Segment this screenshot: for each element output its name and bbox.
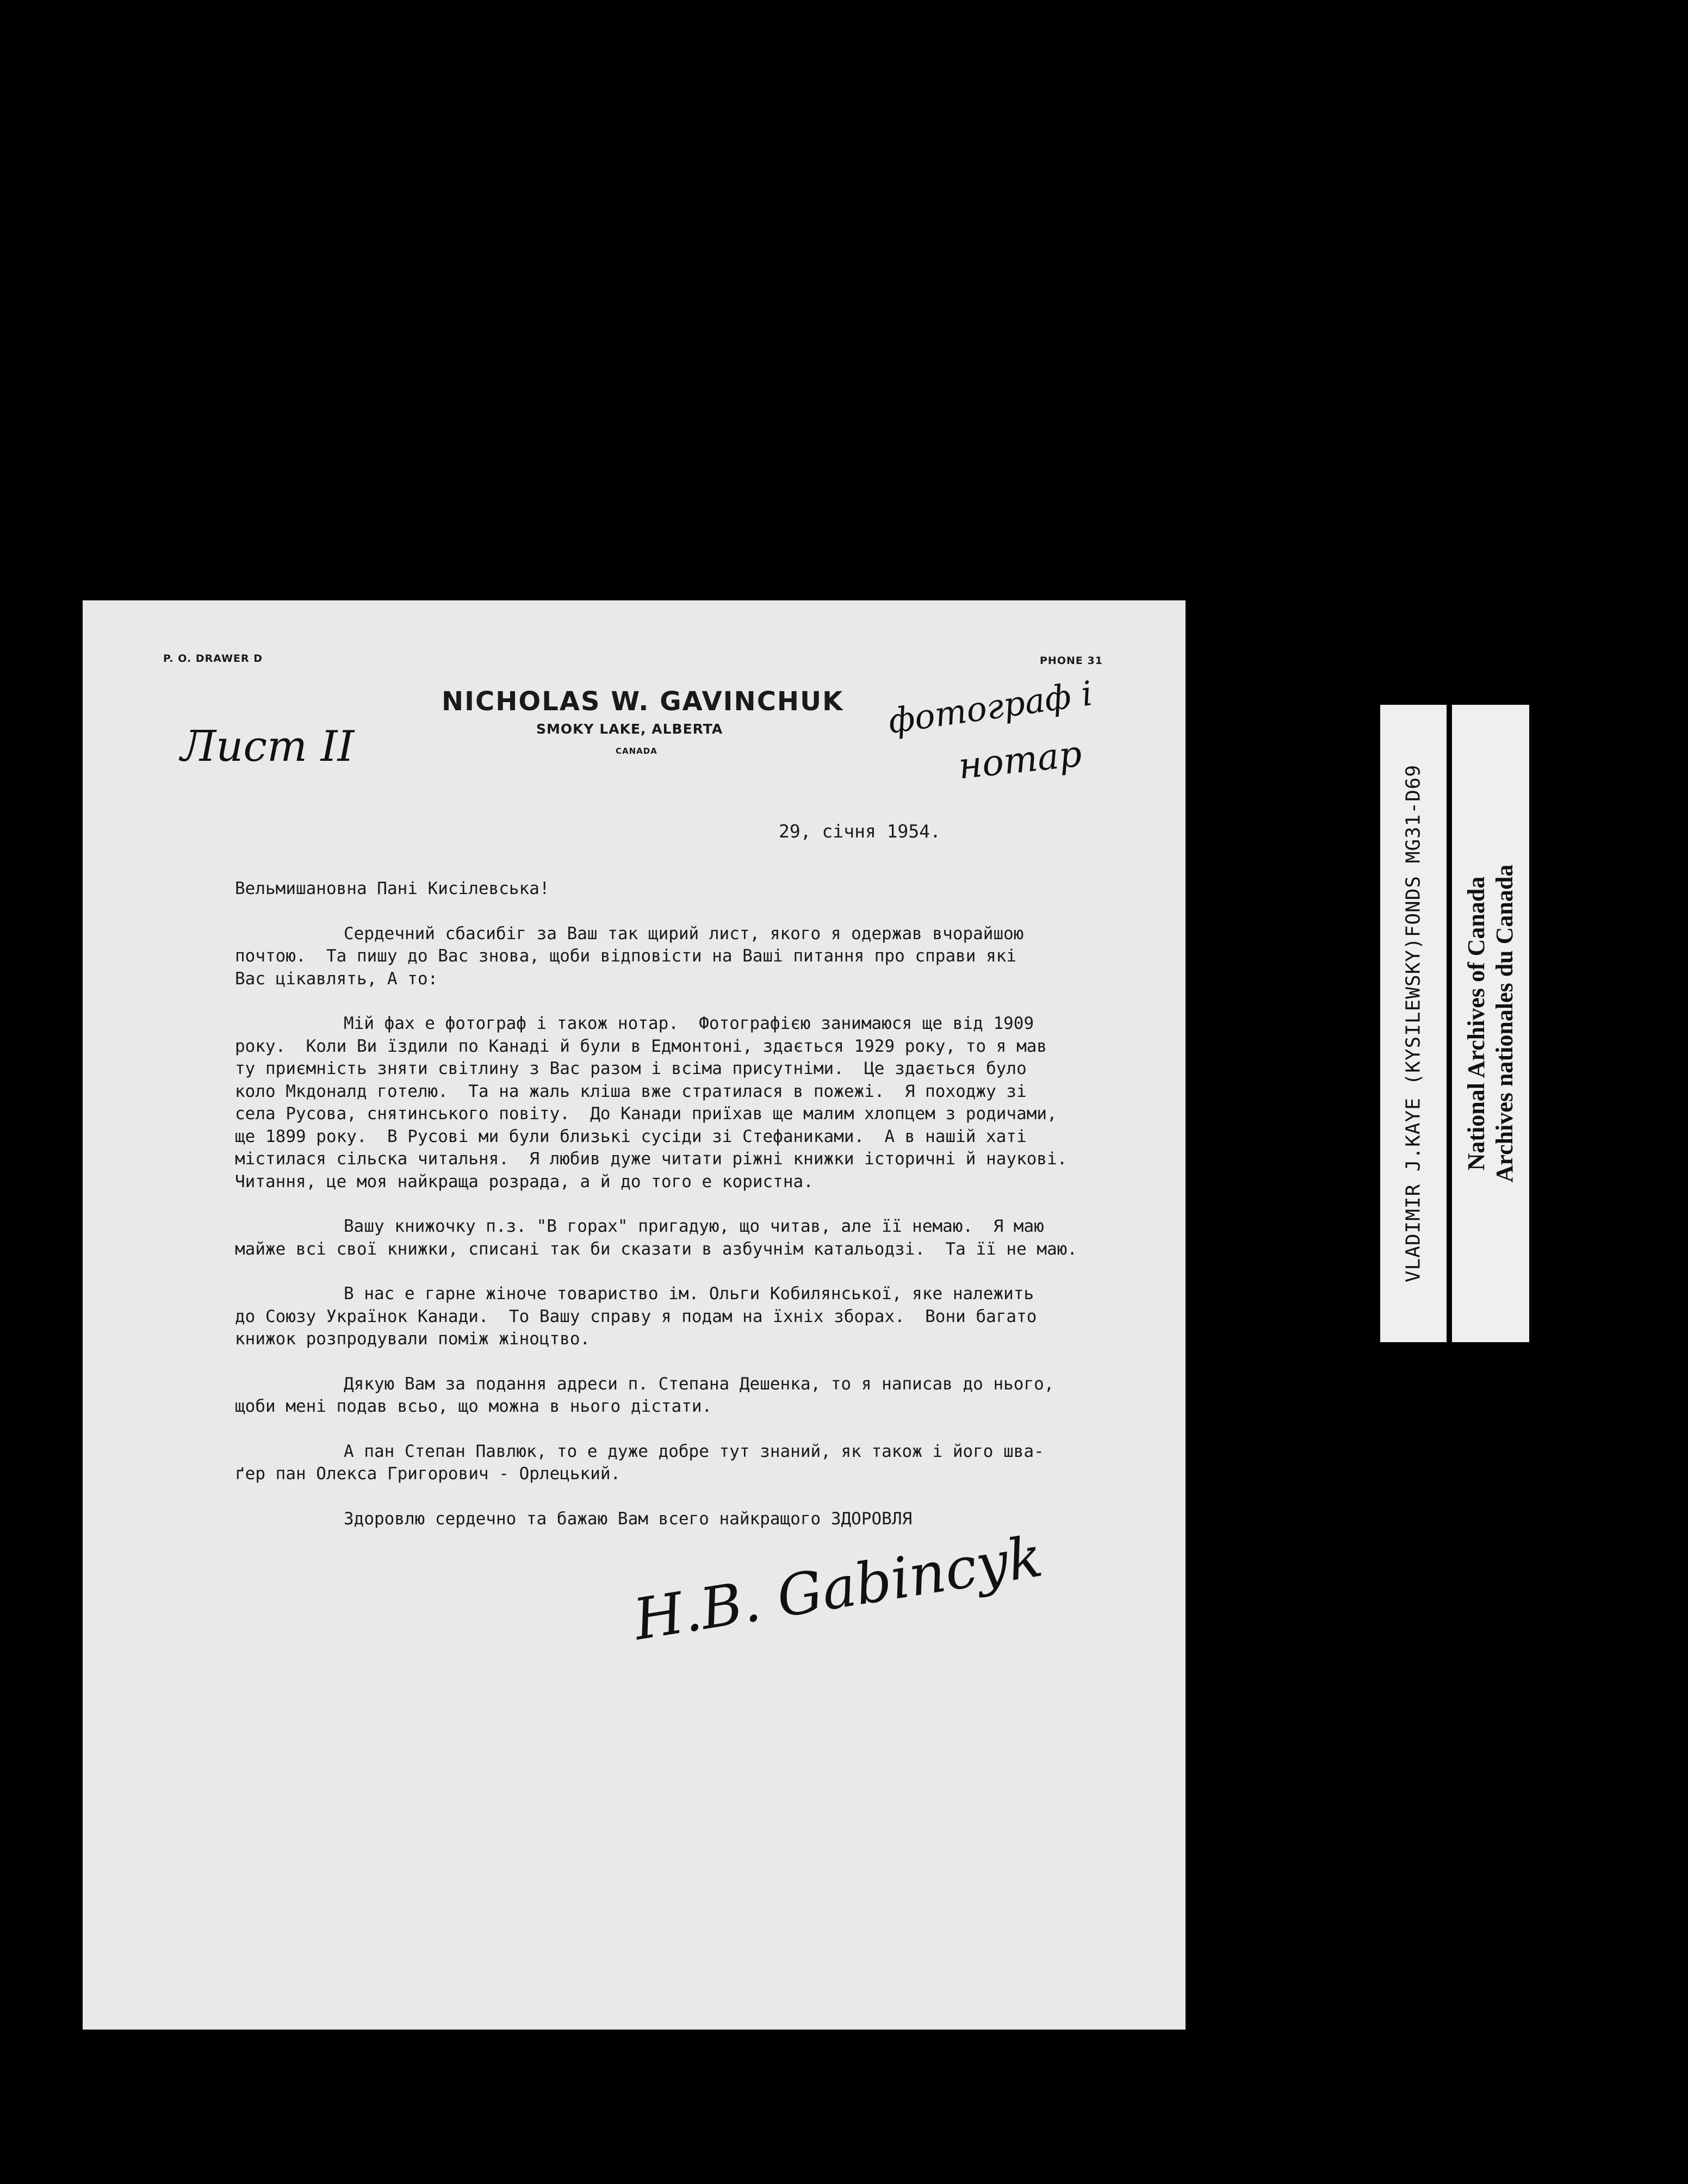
salutation: Вельмишановна Пані Кисілевська!: [235, 879, 550, 898]
text-line: щоби мені подав всьо, що можна в нього дістати.: [235, 1397, 712, 1416]
text-line: року. Коли Ви їздили по Канаді й були в Едмонтоні, здається 1929 року, то я мав: [235, 1036, 1047, 1056]
archive-name-en: National Archives of Canada: [1463, 876, 1490, 1171]
text-line: ґер пан Олекса Григорович - Орлецький.: [235, 1464, 621, 1484]
letter-page: [83, 600, 1186, 2030]
text-line: Вас цікавлять, А то:: [235, 969, 438, 989]
paragraph: [235, 1441, 1176, 1486]
text-line: ту приємність зняти світлину з Вас разом і всіма присутніми. Це здається було: [235, 1059, 1027, 1078]
letter-body: [235, 878, 1176, 1553]
archive-name-strip: [1452, 705, 1529, 1342]
text-line: А пан Степан Павлюк, то е дуже добре тут знаний, як також і його шва-: [344, 1441, 1044, 1461]
text-line: Читання, це моя найкраща розрада, а й до того е користна.: [235, 1171, 814, 1192]
text-line: Дякую Вам за подання адреси п. Степана Дешенка, то я написав до нього,: [344, 1374, 1054, 1394]
fonds-label: VLADIMIR J.KAYE (KYSILEWSKY)FONDS MG31-D69: [1402, 764, 1425, 1283]
text-line: Мій фах е фотограф і також нотар. Фотографією занимаюся ще від 1909: [344, 1014, 1034, 1033]
company-name: NICHOLAS W. GAVINCHUK: [442, 686, 844, 717]
text-line: коло Мкдоналд готелю. Та на жаль кліша вже стратилася в пожежі. Я походжу зі: [235, 1081, 1027, 1101]
paragraph: [235, 1013, 1176, 1193]
handwritten-signature: Н.В. Gabinсyk: [629, 1523, 1047, 1653]
handwritten-note-line-1: фотограф і: [885, 673, 1095, 741]
archive-name-fr: Archives nationales du Canada: [1491, 864, 1518, 1183]
paragraph: [235, 1283, 1176, 1351]
handwritten-sheet-label: Лист II: [181, 722, 355, 771]
text-line: села Русова, снятинського повіту. До Канади приїхав ще малим хлопцем з родичами,: [235, 1104, 1057, 1124]
archive-name: [1462, 865, 1519, 1183]
text-line: ще 1899 року. В Русові ми були близькі сусіди зі Стефаниками. А в нашій хаті: [235, 1126, 1027, 1146]
text-line: почтою. Та пишу до Вас знова, щоби відповісти на Ваші питання про справи які: [235, 946, 1017, 966]
text-line: до Союзу Українок Канади. То Вашу справу я подам на їхніх зборах. Вони багато: [235, 1306, 1037, 1326]
archive-fonds-strip: [1380, 705, 1447, 1342]
paragraph: [235, 1215, 1176, 1261]
text-line: містилася сільска читальня. Я любив дуже читати ріжні книжки історичні й наукові.: [235, 1149, 1068, 1169]
letter-date: 29, січня 1954.: [779, 821, 941, 842]
company-location: SMOKY LAKE, ALBERTA: [536, 721, 723, 737]
text-line: В нас е гарне жіноче товариство ім. Ольги Кобилянської, яке належить: [344, 1284, 1034, 1304]
po-box: P. O. DRAWER D: [163, 653, 263, 665]
paragraph: [235, 923, 1176, 991]
text-line: книжок розпродували поміж жіноцтво.: [235, 1329, 591, 1349]
paragraph: [235, 1373, 1176, 1418]
company-country: CANADA: [616, 746, 657, 756]
text-line: Сердечний сбасибіг за Ваш так щирий лист, якого я одержав вчорайшою: [344, 923, 1024, 944]
handwritten-note-line-2: нотар: [956, 733, 1084, 787]
text-line: Вашу книжочку п.з. "В горах" пригадую, що читав, але її немаю. Я маю: [344, 1217, 1044, 1236]
text-line: Здоровлю сердечно та бажаю Вам всего найкращого ЗДОРОВЛЯ: [344, 1509, 913, 1529]
text-line: майже всі свої книжки, списані так би сказати в азбучнім катальодзі. Та її не маю.: [235, 1239, 1078, 1259]
phone-number: PHONE 31: [1040, 655, 1103, 667]
